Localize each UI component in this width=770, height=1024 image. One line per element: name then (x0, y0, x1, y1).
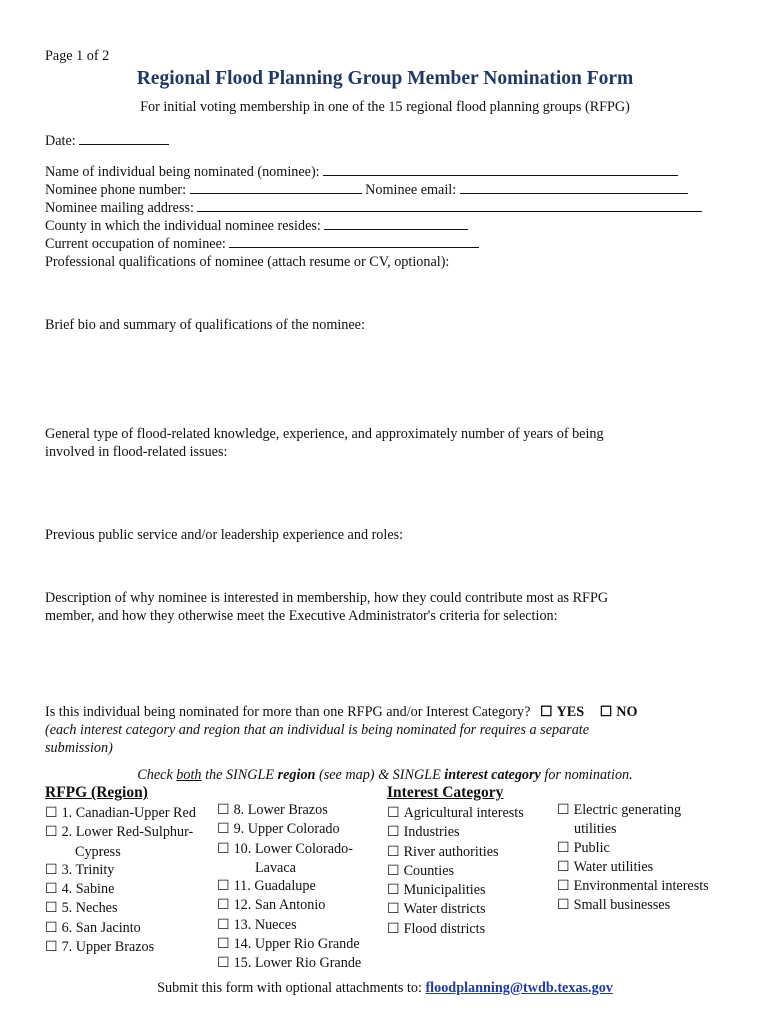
region-label: 13. Nueces (233, 916, 297, 933)
instruction-part: the SINGLE (201, 767, 278, 783)
interest-label: Small businesses (573, 897, 671, 914)
checkbox-icon[interactable]: ☐ (557, 879, 570, 895)
county-field[interactable] (324, 216, 468, 230)
checkbox-icon[interactable]: ☐ (217, 898, 230, 914)
instruction-part: Check (137, 767, 177, 783)
date-label: Date: (45, 133, 76, 149)
checkbox-icon[interactable]: ☐ (387, 825, 400, 841)
nominee-name-label: Name of individual being nominated (nominee): (45, 164, 320, 180)
yes-label: YES (556, 704, 585, 720)
region-option[interactable] (45, 919, 196, 938)
date-field[interactable] (79, 131, 169, 145)
checkbox-icon[interactable]: ☐ (217, 803, 230, 818)
instruction-emphasis-region: region (277, 767, 316, 783)
region-label: 1. Canadian-Upper Red (61, 805, 196, 821)
footer-text: Submit this form with optional attachments to: (157, 980, 426, 996)
interest-option[interactable] (557, 877, 709, 896)
region-label: 8. Lower Brazos (233, 802, 328, 818)
checkbox-icon[interactable]: ☐ (387, 902, 400, 918)
interest-label: Water districts (403, 901, 486, 918)
checkbox-icon[interactable]: ☐ (387, 863, 400, 879)
phone-field[interactable] (190, 180, 362, 194)
region-label: 14. Upper Rio Grande (233, 936, 360, 953)
region-option[interactable] (45, 880, 196, 899)
yes-checkbox[interactable]: ☐ (539, 705, 553, 720)
multiple-note-line2: submission) (45, 740, 113, 756)
regions-header: RFPG (Region) (45, 784, 148, 801)
region-option[interactable] (217, 840, 361, 859)
email-label: Nominee email: (365, 182, 457, 198)
region-label: 5. Neches (61, 900, 118, 917)
region-label-continued: Lavaca (255, 859, 296, 876)
region-label: 9. Upper Colorado (233, 821, 340, 838)
checkbox-icon[interactable]: ☐ (387, 844, 400, 860)
region-option[interactable] (45, 861, 196, 880)
bio-label: Brief bio and summary of qualifications of the nominee: (45, 317, 365, 333)
region-option[interactable] (217, 916, 361, 935)
region-option[interactable] (45, 804, 196, 823)
interest-list-2 (557, 801, 709, 916)
county-label: County in which the individual nominee resides: (45, 218, 321, 234)
interest-label: Agricultural interests (403, 805, 524, 821)
page-number: Page 1 of 2 (45, 48, 110, 64)
region-label: 3. Trinity (61, 861, 115, 878)
phone-email-row (45, 180, 688, 199)
mailing-row (45, 198, 702, 217)
region-option[interactable] (217, 877, 361, 896)
checkbox-icon[interactable]: ☐ (45, 940, 58, 956)
checkbox-icon[interactable]: ☐ (387, 806, 400, 821)
interest-label: Counties (403, 862, 455, 879)
region-label-continued: Cypress (75, 843, 121, 860)
occupation-row (45, 234, 479, 253)
multiple-nomination-row (45, 703, 638, 722)
interest-label: Public (573, 839, 610, 856)
region-label: 10. Lower Colorado- (233, 840, 353, 857)
checkbox-icon[interactable]: ☐ (217, 822, 230, 838)
checkbox-icon[interactable]: ☐ (557, 840, 570, 856)
checkbox-icon[interactable]: ☐ (45, 901, 58, 917)
checkbox-icon[interactable]: ☐ (45, 882, 58, 898)
phone-label: Nominee phone number: (45, 182, 187, 198)
interest-option[interactable] (387, 881, 524, 900)
checkbox-icon[interactable]: ☐ (557, 803, 570, 818)
instruction-part: for nomination. (540, 767, 633, 783)
occupation-field[interactable] (229, 234, 479, 248)
email-field[interactable] (460, 180, 688, 194)
checkbox-icon[interactable]: ☐ (217, 841, 230, 857)
interest-option[interactable] (557, 801, 709, 820)
submission-email-link[interactable]: floodplanning@twdb.texas.gov (425, 980, 613, 996)
nominee-name-row (45, 162, 678, 181)
checkbox-icon[interactable]: ☐ (217, 917, 230, 933)
date-row (45, 131, 169, 150)
checkbox-icon[interactable]: ☐ (557, 859, 570, 875)
submission-footer (0, 979, 770, 997)
interest-option[interactable] (557, 839, 709, 858)
interest-label: Water utilities (573, 858, 654, 875)
interest-option[interactable] (387, 823, 524, 842)
instruction-part: (see map) & SINGLE (315, 767, 445, 783)
interest-label-continued: utilities (574, 821, 617, 838)
checkbox-icon[interactable]: ☐ (387, 921, 400, 937)
region-option[interactable] (217, 954, 361, 973)
interest-option[interactable] (387, 862, 524, 881)
form-title: Regional Flood Planning Group Member Nomination Form (136, 68, 634, 89)
region-option[interactable] (217, 935, 361, 954)
checkbox-icon[interactable]: ☐ (45, 825, 58, 841)
occupation-label: Current occupation of nominee: (45, 236, 226, 252)
interest-header: Interest Category (387, 784, 504, 801)
interest-label: River authorities (403, 843, 499, 860)
interest-label: Electric generating (573, 802, 682, 818)
region-option[interactable] (217, 820, 361, 839)
regions-list-1 (45, 804, 196, 957)
checkbox-icon[interactable]: ☐ (45, 920, 58, 936)
mailing-label: Nominee mailing address: (45, 200, 194, 216)
interest-option[interactable] (387, 920, 524, 939)
region-option[interactable] (45, 938, 196, 957)
multiple-question: Is this individual being nominated for more than one RFPG and/or Interest Category? (45, 704, 531, 720)
region-option[interactable] (217, 896, 361, 915)
interest-label: Environmental interests (573, 878, 709, 895)
interest-option[interactable] (387, 843, 524, 862)
interest-label: Flood districts (403, 920, 486, 937)
mailing-field[interactable] (197, 198, 702, 212)
interest-option[interactable] (387, 804, 524, 823)
region-label: 15. Lower Rio Grande (233, 955, 362, 972)
service-label: Previous public service and/or leadership experience and roles: (45, 527, 404, 543)
region-label: 4. Sabine (61, 881, 115, 898)
regions-list-2 (217, 801, 361, 974)
form-subtitle: For initial voting membership in one of the 15 regional flood planning groups (RFPG) (140, 99, 630, 115)
interest-option[interactable] (557, 858, 709, 877)
region-option[interactable] (45, 823, 196, 842)
region-label: 6. San Jacinto (61, 919, 141, 936)
checkbox-icon[interactable]: ☐ (45, 806, 58, 821)
checkbox-icon[interactable]: ☐ (387, 883, 400, 899)
checkbox-icon[interactable]: ☐ (217, 956, 230, 972)
multiple-note-line1: (each interest category and region that an individual is being nominated for requires a separate (45, 722, 590, 738)
checkbox-icon[interactable]: ☐ (45, 862, 58, 878)
yes-option[interactable] (540, 704, 588, 720)
checkbox-icon[interactable]: ☐ (557, 898, 570, 914)
checkbox-icon[interactable]: ☐ (217, 879, 230, 895)
qualifications-label: Professional qualifications of nominee (attach resume or CV, optional): (45, 254, 450, 270)
interest-label: Municipalities (403, 882, 486, 899)
county-row (45, 216, 468, 235)
region-label: 2. Lower Red-Sulphur- (61, 824, 194, 841)
knowledge-label-line1: General type of flood-related knowledge, experience, and approximately number of years of being (45, 426, 604, 442)
why-label-line2: member, and how they otherwise meet the Executive Administrator's criteria for selection: (45, 608, 558, 624)
why-label-line1: Description of why nominee is interested in membership, how they could contribute most as RFPG (45, 590, 609, 606)
selection-instruction (0, 766, 770, 784)
instruction-emphasis-both: both (176, 767, 202, 783)
checkbox-icon[interactable]: ☐ (217, 937, 230, 953)
no-checkbox[interactable]: ☐ (599, 705, 613, 720)
interest-label: Industries (403, 824, 460, 841)
no-label: NO (616, 704, 638, 720)
knowledge-label-line2: involved in flood-related issues: (45, 444, 228, 460)
interest-option[interactable] (387, 900, 524, 919)
region-label: 7. Upper Brazos (61, 939, 155, 956)
region-option[interactable] (217, 801, 361, 820)
region-label: 11. Guadalupe (233, 878, 316, 895)
region-option[interactable] (45, 899, 196, 918)
interest-option[interactable] (557, 896, 709, 915)
nominee-name-field[interactable] (323, 162, 678, 176)
region-label: 12. San Antonio (233, 897, 326, 914)
no-option[interactable] (600, 704, 638, 720)
instruction-emphasis-interest: interest category (444, 767, 541, 783)
interest-list-1 (387, 804, 524, 939)
